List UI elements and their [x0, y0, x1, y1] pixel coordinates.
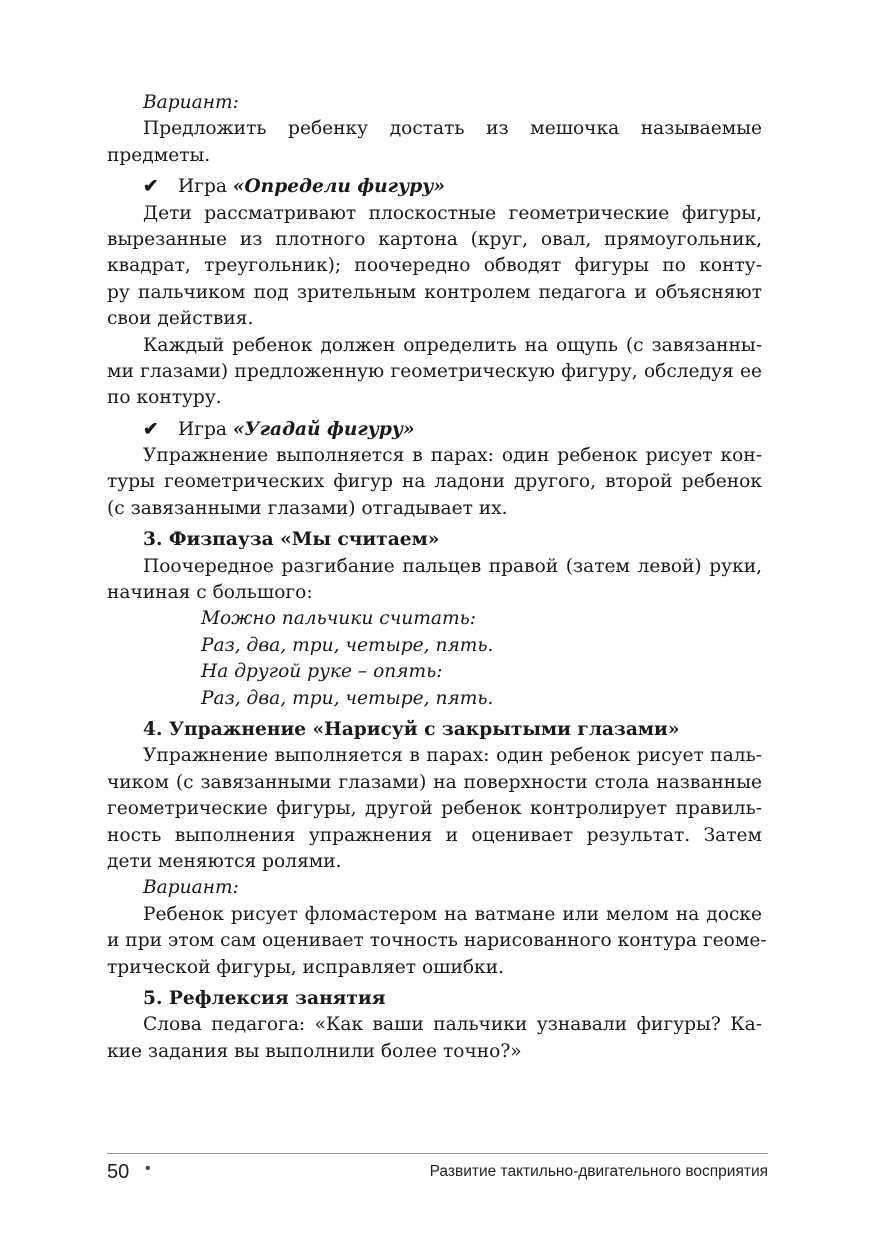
paragraph-line: Предложить ребенку достать из мешочка называемые [143, 118, 762, 140]
paragraph-line: Ребенок рисует фломастером на ватмане или мелом на доске [143, 903, 762, 925]
paragraph-line: начиная с большого: [107, 582, 313, 604]
checkmark-icon: ✔ [143, 176, 159, 198]
bullet-icon: • [145, 1160, 151, 1177]
paragraph-line: квадрат, треугольник); поочередно обводят фигуры по конту- [107, 255, 762, 277]
paragraph-line: трической фигуры, исправляет ошибки. [107, 956, 504, 978]
verse-line: Можно пальчики считать: [201, 608, 476, 630]
paragraph-line: вырезанные из плотного картона (круг, овал, прямоугольник, [107, 228, 762, 250]
running-title: Развитие тактильно-двигательного восприятия [429, 1163, 768, 1180]
paragraph-line: предметы. [107, 144, 211, 166]
paragraph-line: геометрические фигуры, другой ребенок контролирует правиль- [107, 798, 762, 820]
section-heading-3: 3. Физпауза «Мы считаем» [143, 529, 440, 551]
paragraph-line: Дети рассматривают плоскостные геометрические фигуры, [143, 202, 762, 224]
section-heading-4: 4. Упражнение «Нарисуй с закрытыми глазами» [143, 718, 680, 740]
paragraph-line: Упражнение выполняется в парах: один ребенок рисует паль- [143, 745, 762, 767]
paragraph-line: свои действия. [107, 308, 254, 330]
paragraph-line: ру пальчиком под зрительным контролем педагога и объясняют [107, 281, 762, 303]
paragraph-line: чиком (с завязанными глазами) на поверхности стола названные [107, 771, 762, 793]
game-title: «Определи фигуру» [232, 176, 445, 198]
verse-line: Раз, два, три, четыре, пять. [201, 634, 494, 656]
page-number: 50 [107, 1161, 130, 1183]
paragraph-line: Поочередное разгибание пальцев правой (затем левой) руки, [143, 555, 762, 577]
paragraph-line: Каждый ребенок должен определить на ощупь (с завязанны- [143, 334, 762, 356]
paragraph-line: и при этом сам оценивает точность нарисованного контура геоме- [107, 930, 767, 952]
game-heading-1 [107, 174, 762, 200]
paragraph-line: ми глазами) предложенную геометрическую фигуру, обследуя ее [107, 360, 762, 382]
paragraph-line: дети меняются ролями. [107, 850, 342, 872]
page-body [107, 90, 767, 1065]
paragraph-line: Слова педагога: «Как ваши пальчики узнавали фигуры? Ка- [143, 1014, 762, 1036]
paragraph-line: туры геометрических фигур на ладони другого, второй ребенок [107, 471, 762, 493]
paragraph-line: ность выполнения упражнения и оценивает результат. Затем [107, 824, 762, 846]
game-heading-prefix: Игра [178, 176, 233, 198]
game-heading-2 [107, 417, 762, 443]
variant-label: Вариант: [143, 92, 239, 113]
verse-line: На другой руке – опять: [201, 661, 443, 683]
paragraph-line: кие задания вы выполнили более точно?» [107, 1040, 522, 1062]
section-heading-5: 5. Рефлексия занятия [143, 987, 386, 1009]
verse-line: Раз, два, три, четыре, пять. [201, 687, 494, 709]
checkmark-icon: ✔ [143, 418, 159, 440]
game-heading-prefix: Игра [178, 418, 233, 440]
footer-divider [107, 1153, 768, 1154]
paragraph-line: Упражнение выполняется в парах: один ребенок рисует кон- [143, 445, 762, 467]
paragraph-line: по контуру. [107, 387, 222, 409]
variant-label: Вариант: [143, 877, 239, 899]
paragraph-line: (с завязанными глазами) отгадывает их. [107, 497, 508, 519]
game-title: «Угадай фигуру» [232, 418, 415, 440]
